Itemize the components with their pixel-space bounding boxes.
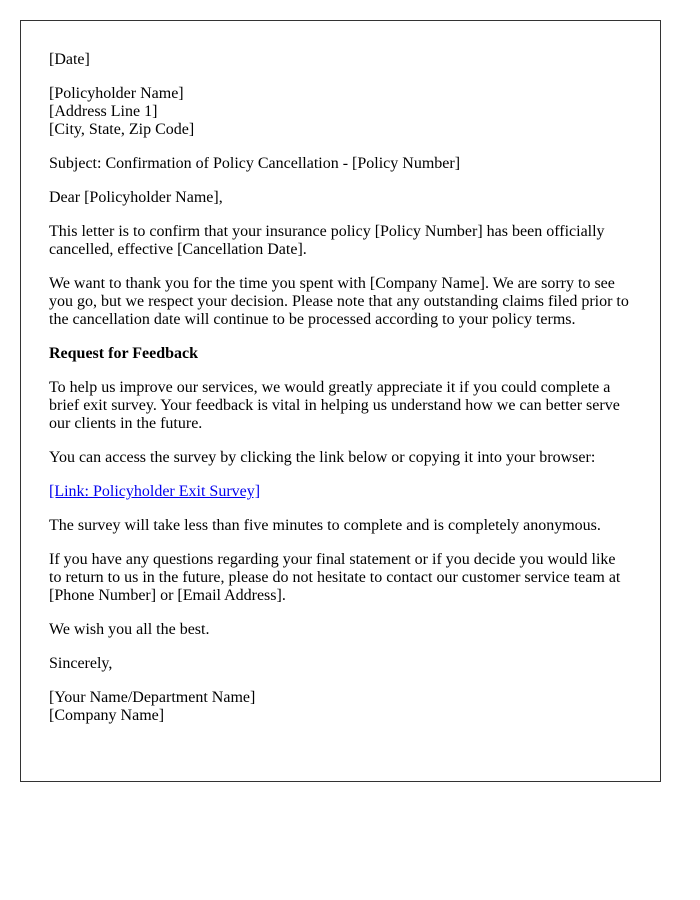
survey-access-instructions: You can access the survey by clicking the link below or copying it into your browser:: [49, 449, 596, 466]
confirmation-paragraph: This letter is to confirm that your insurance policy [Policy Number] has been officially cancelled, effective [Cancellation Date].: [49, 223, 605, 258]
signature-company: [Company Name]: [49, 707, 165, 724]
thanks-paragraph: We want to thank you for the time you spent with [Company Name]. We are sorry to see you go, but we respect your decision. Please note that any outstanding claims filed prior to the cancellation date will continue to be processed according to your policy terms.: [49, 275, 629, 328]
sign-off: Sincerely,: [49, 655, 113, 672]
survey-duration-note: The survey will take less than five minutes to complete and is completely anonymous.: [49, 517, 601, 534]
feedback-intro-paragraph: To help us improve our services, we would greatly appreciate it if you could complete a brief exit survey. Your feedback is vital in helping us understand how we can better serve our clients in the future.: [49, 379, 620, 432]
letter-subject: Subject: Confirmation of Policy Cancellation - [Policy Number]: [49, 155, 461, 172]
recipient-address-line-1: [Address Line 1]: [49, 103, 158, 120]
recipient-city-state-zip: [City, State, Zip Code]: [49, 121, 195, 138]
salutation: Dear [Policyholder Name],: [49, 189, 223, 206]
recipient-name: [Policyholder Name]: [49, 85, 184, 102]
survey-link[interactable]: [Link: Policyholder Exit Survey]: [49, 483, 261, 500]
letter-container: [20, 20, 661, 782]
contact-paragraph: If you have any questions regarding your final statement or if you decide you would like to return to us in the future, please do not hesitate to contact our customer service team at [Phone Number] or [Email Address].: [49, 551, 621, 604]
recipient-address-block: [49, 85, 631, 139]
closing-wish: We wish you all the best.: [49, 621, 210, 638]
letter-date: [Date]: [49, 51, 90, 68]
signature-name-department: [Your Name/Department Name]: [49, 689, 256, 706]
signature-block: [49, 689, 631, 725]
feedback-heading: Request for Feedback: [49, 345, 199, 362]
survey-link-paragraph: [49, 483, 631, 501]
